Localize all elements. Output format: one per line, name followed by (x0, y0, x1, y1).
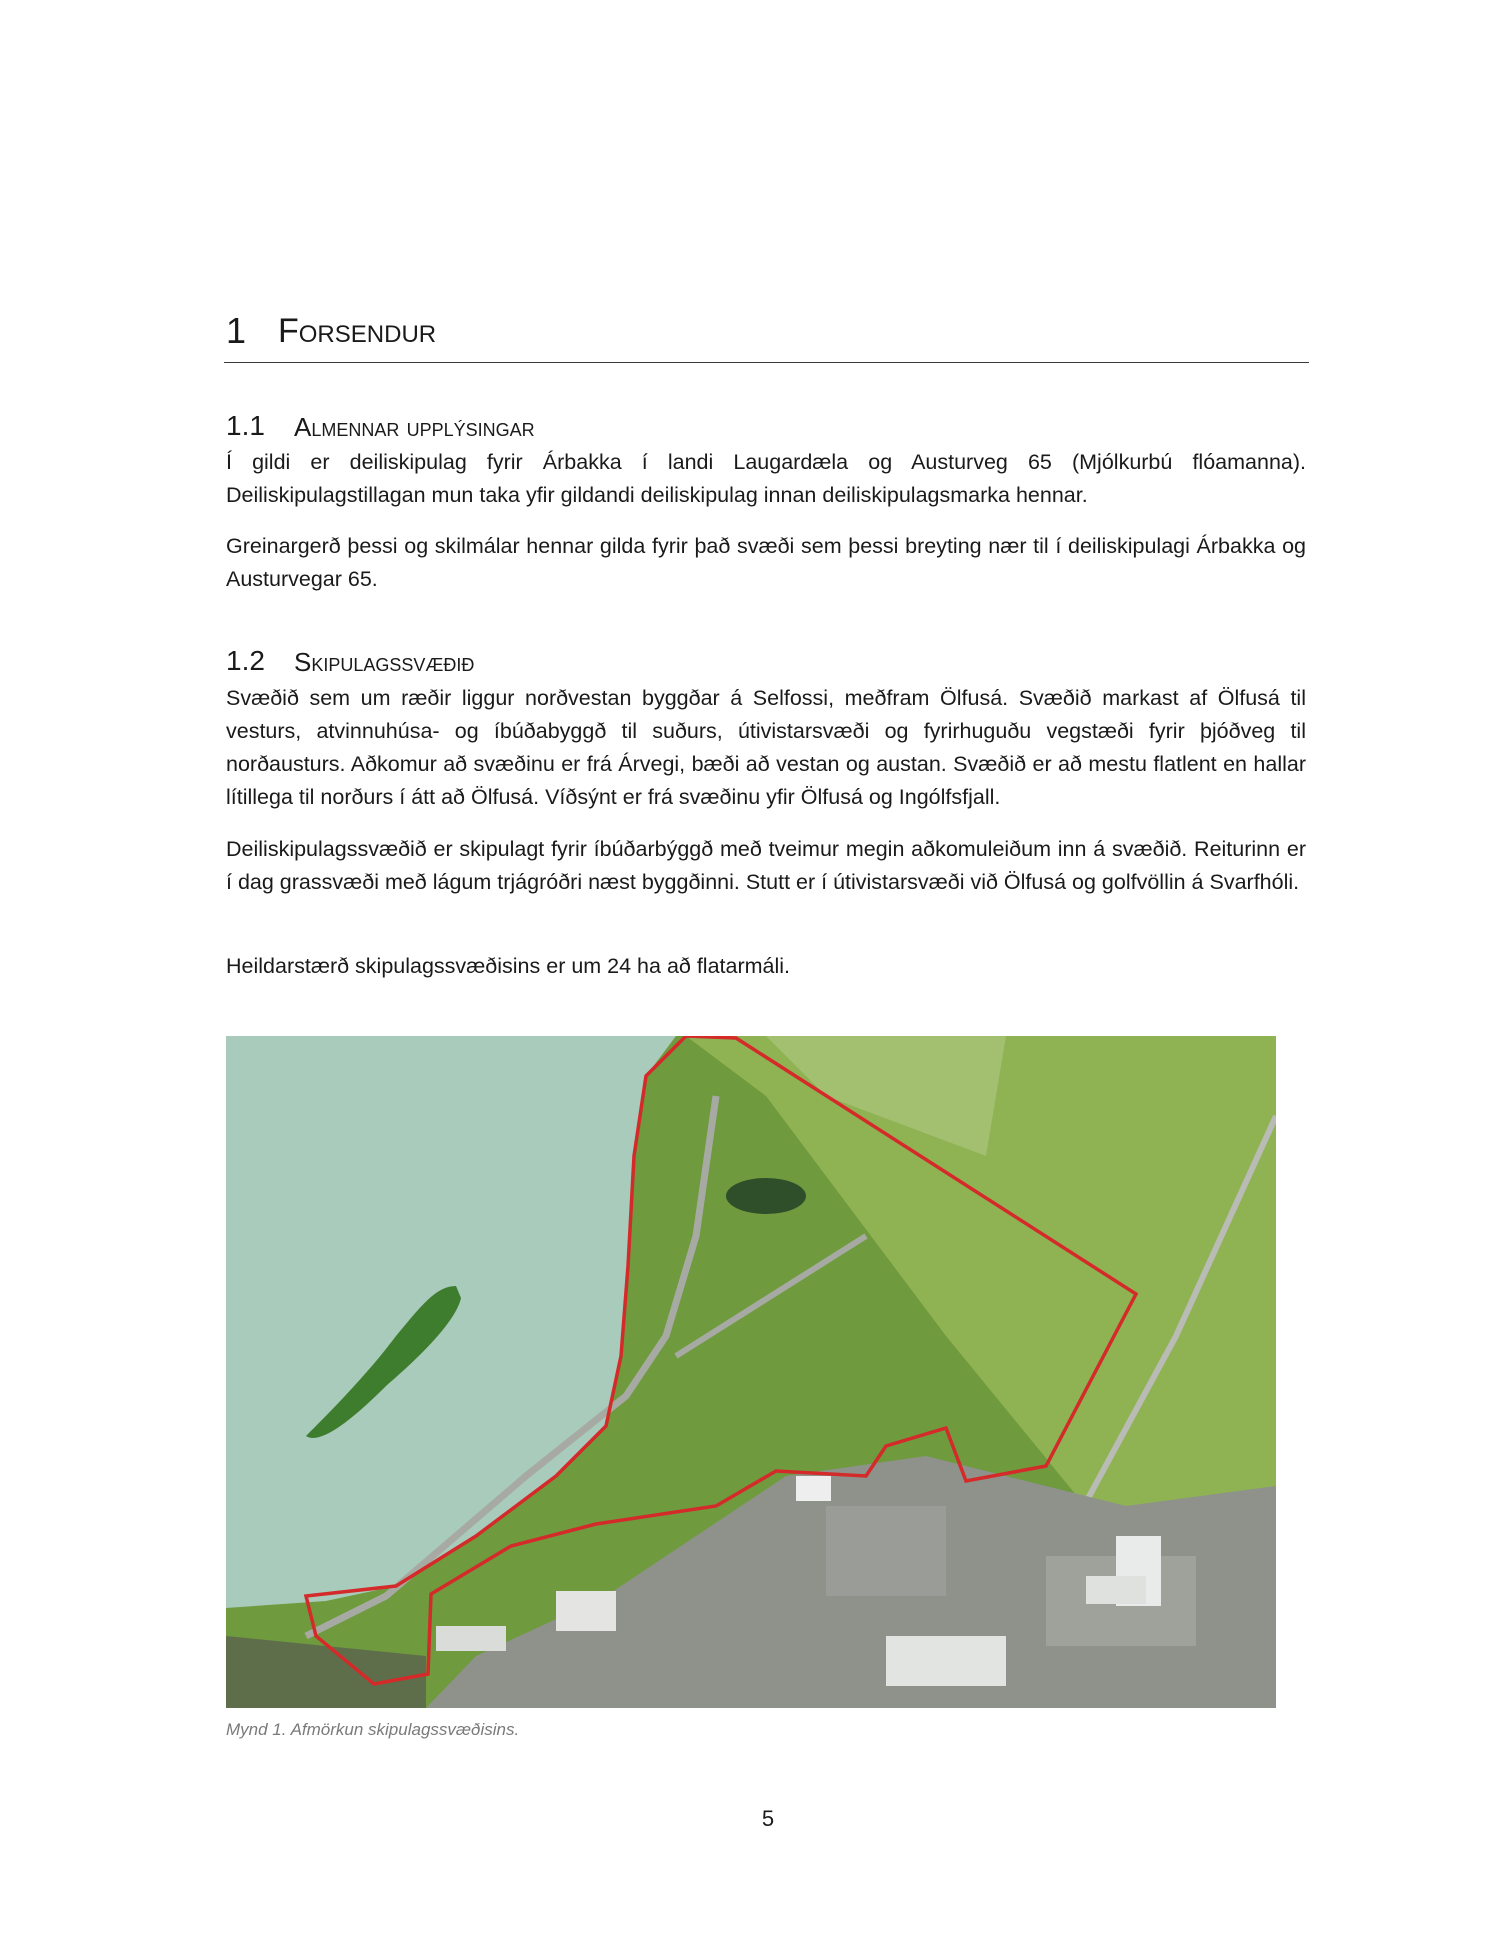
paragraph: Svæðið sem um ræðir liggur norðvestan byggðar á Selfossi, meðfram Ölfusá. Svæðið markast af Ölfusá til vesturs, atvinnuhúsa- og íbúðabyggð til suðurs, útivistarsvæði og fyrirhuguðu vegstæði fyrir þjóðveg til norðausturs. Aðkomur að svæðinu er frá Árvegi, bæði að vestan og austan. Svæðið er að mestu flatlent en hallar lítillega til norðurs í átt að Ölfusá. Víðsýnt er frá svæðinu yfir Ölfusá og Ingólfsfjall. (226, 686, 1306, 809)
chapter-title: Forsendur (278, 312, 437, 350)
building (796, 1476, 831, 1501)
figure-caption: Mynd 1. Afmörkun skipulagssvæðisins. (226, 1720, 520, 1739)
paragraph: Í gildi er deiliskipulag fyrir Árbakka í landi Laugardæla og Austurveg 65 (Mjólkurbú flóamanna). Deiliskipulagstillagan mun taka yfir gildandi deiliskipulag innan deiliskipulagsmarka hennar. (226, 450, 1306, 507)
building (1086, 1576, 1146, 1604)
aerial-map-figure (226, 1036, 1276, 1708)
chapter-heading (224, 300, 1309, 363)
section-number: 1.1 (226, 410, 265, 441)
building (436, 1626, 506, 1651)
paragraph: Heildarstærð skipulagssvæðisins er um 24 ha að flatarmáli. (226, 954, 791, 978)
aerial-map (226, 1036, 1276, 1708)
section-title: Almennar upplýsingar (294, 412, 535, 442)
building (556, 1591, 616, 1631)
building (886, 1636, 1006, 1686)
page-number: 5 (761, 1806, 775, 1831)
paragraph: Greinargerð þessi og skilmálar hennar gilda fyrir það svæði sem þessi breyting nær til í deiliskipulagi Árbakka og Austurvegar 65. (226, 534, 1306, 591)
parking-lot (826, 1506, 946, 1596)
section-title: Skipulagssvæðið (294, 647, 475, 677)
paragraph: Deiliskipulagssvæðið er skipulagt fyrir íbúðarbýggð með tveimur megin aðkomuleiðum inn á svæðið. Reiturinn er í dag grassvæði með lágum trjágróðri næst byggðinni. Stutt er í útivistarsvæði við Ölfusá og golfvöllin á Svarfhóli. (226, 837, 1306, 894)
section-number: 1.2 (226, 645, 265, 676)
pond (726, 1178, 806, 1214)
chapter-number: 1 (226, 310, 247, 351)
